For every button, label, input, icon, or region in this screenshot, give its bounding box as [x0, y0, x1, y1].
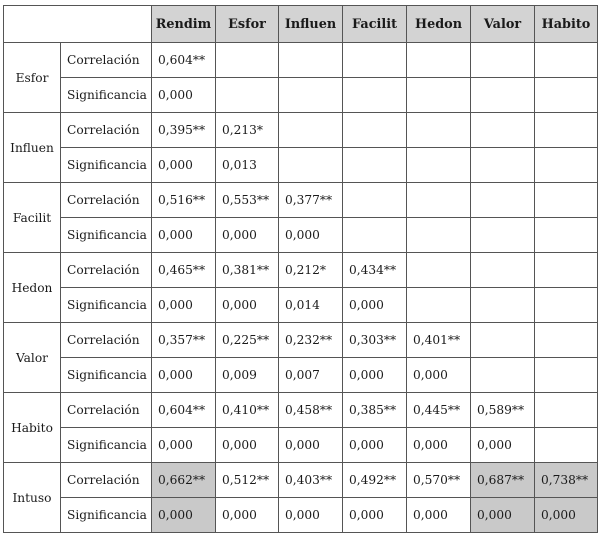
correlation-value [535, 323, 598, 358]
significance-label: Significancia [61, 428, 152, 463]
correlation-value [407, 43, 471, 78]
correlation-value: 0,516** [152, 183, 216, 218]
correlation-value: 0,225** [216, 323, 279, 358]
significance-value: 0,000 [152, 358, 216, 393]
correlation-value: 0,589** [471, 393, 535, 428]
correlation-value: 0,687** [471, 463, 535, 498]
significance-value [471, 78, 535, 113]
correlation-value: 0,401** [407, 323, 471, 358]
significance-value: 0,000 [216, 288, 279, 323]
correlation-value [471, 113, 535, 148]
significance-value: 0,009 [216, 358, 279, 393]
correlation-value: 0,512** [216, 463, 279, 498]
table-row [4, 323, 598, 358]
significance-value [471, 218, 535, 253]
column-header: Rendim [152, 6, 216, 43]
significance-value: 0,013 [216, 148, 279, 183]
significance-value: 0,000 [279, 218, 343, 253]
significance-value: 0,000 [216, 218, 279, 253]
significance-value: 0,000 [407, 498, 471, 533]
correlation-value [407, 113, 471, 148]
table-row [4, 183, 598, 218]
table-row [4, 463, 598, 498]
significance-label: Significancia [61, 148, 152, 183]
significance-value: 0,000 [152, 428, 216, 463]
significance-label: Significancia [61, 288, 152, 323]
significance-value: 0,000 [343, 428, 407, 463]
correlation-value [471, 43, 535, 78]
significance-value [343, 218, 407, 253]
table-row [4, 393, 598, 428]
variable-label: Intuso [4, 463, 61, 533]
table-row [4, 148, 598, 183]
table-row [4, 113, 598, 148]
column-header: Valor [471, 6, 535, 43]
correlation-value: 0,465** [152, 253, 216, 288]
significance-value [407, 78, 471, 113]
correlation-value [343, 113, 407, 148]
table-row [4, 428, 598, 463]
correlation-label: Correlación [61, 43, 152, 78]
correlation-value: 0,434** [343, 253, 407, 288]
column-header: Facilit [343, 6, 407, 43]
correlation-label: Correlación [61, 323, 152, 358]
correlation-value: 0,303** [343, 323, 407, 358]
significance-value: 0,000 [535, 498, 598, 533]
significance-value [407, 288, 471, 323]
significance-value [407, 218, 471, 253]
correlation-table [3, 5, 598, 533]
significance-value: 0,000 [216, 428, 279, 463]
significance-value: 0,000 [471, 498, 535, 533]
correlation-value: 0,410** [216, 393, 279, 428]
significance-value [471, 288, 535, 323]
significance-value [279, 148, 343, 183]
significance-value: 0,000 [343, 288, 407, 323]
table-body [4, 43, 598, 533]
column-header: Hedon [407, 6, 471, 43]
column-header: Esfor [216, 6, 279, 43]
variable-label: Facilit [4, 183, 61, 253]
significance-value [279, 78, 343, 113]
correlation-value [407, 183, 471, 218]
significance-value: 0,000 [407, 358, 471, 393]
correlation-label: Correlación [61, 113, 152, 148]
correlation-value: 0,213* [216, 113, 279, 148]
correlation-value: 0,570** [407, 463, 471, 498]
significance-value: 0,000 [343, 358, 407, 393]
table-row [4, 218, 598, 253]
significance-value [535, 428, 598, 463]
correlation-value [471, 323, 535, 358]
significance-label: Significancia [61, 498, 152, 533]
correlation-value [471, 253, 535, 288]
correlation-value: 0,212* [279, 253, 343, 288]
significance-value: 0,000 [152, 498, 216, 533]
significance-label: Significancia [61, 358, 152, 393]
significance-value: 0,000 [152, 148, 216, 183]
variable-label: Valor [4, 323, 61, 393]
correlation-value: 0,604** [152, 43, 216, 78]
column-header: Influen [279, 6, 343, 43]
correlation-value [471, 183, 535, 218]
significance-value: 0,007 [279, 358, 343, 393]
correlation-value: 0,377** [279, 183, 343, 218]
corner-cell [4, 6, 152, 43]
table-row [4, 288, 598, 323]
significance-value [535, 358, 598, 393]
correlation-label: Correlación [61, 463, 152, 498]
significance-value: 0,000 [407, 428, 471, 463]
table-row [4, 253, 598, 288]
correlation-value [535, 393, 598, 428]
correlation-value: 0,232** [279, 323, 343, 358]
significance-value: 0,000 [152, 78, 216, 113]
correlation-value: 0,662** [152, 463, 216, 498]
significance-value [407, 148, 471, 183]
correlation-value [535, 253, 598, 288]
significance-value: 0,000 [279, 428, 343, 463]
correlation-value [535, 113, 598, 148]
correlation-value: 0,604** [152, 393, 216, 428]
significance-value: 0,014 [279, 288, 343, 323]
header-row [4, 6, 598, 43]
table-row [4, 78, 598, 113]
correlation-value: 0,403** [279, 463, 343, 498]
significance-value [471, 148, 535, 183]
significance-value [471, 358, 535, 393]
table-row [4, 43, 598, 78]
significance-value: 0,000 [152, 218, 216, 253]
significance-label: Significancia [61, 78, 152, 113]
correlation-value: 0,381** [216, 253, 279, 288]
correlation-label: Correlación [61, 253, 152, 288]
correlation-value: 0,357** [152, 323, 216, 358]
significance-value [343, 148, 407, 183]
significance-value [216, 78, 279, 113]
significance-value [343, 78, 407, 113]
column-header: Habito [535, 6, 598, 43]
significance-value: 0,000 [216, 498, 279, 533]
correlation-value [279, 43, 343, 78]
correlation-value [279, 113, 343, 148]
correlation-value: 0,445** [407, 393, 471, 428]
significance-value [535, 288, 598, 323]
table-row [4, 498, 598, 533]
correlation-value: 0,738** [535, 463, 598, 498]
correlation-value: 0,458** [279, 393, 343, 428]
significance-value [535, 148, 598, 183]
correlation-label: Correlación [61, 183, 152, 218]
significance-value [535, 78, 598, 113]
correlation-value: 0,395** [152, 113, 216, 148]
significance-label: Significancia [61, 218, 152, 253]
correlation-value: 0,385** [343, 393, 407, 428]
correlation-value: 0,553** [216, 183, 279, 218]
variable-label: Hedon [4, 253, 61, 323]
correlation-value [535, 183, 598, 218]
correlation-value [343, 183, 407, 218]
significance-value: 0,000 [279, 498, 343, 533]
correlation-label: Correlación [61, 393, 152, 428]
significance-value: 0,000 [471, 428, 535, 463]
correlation-value: 0,492** [343, 463, 407, 498]
significance-value: 0,000 [343, 498, 407, 533]
table-row [4, 358, 598, 393]
variable-label: Habito [4, 393, 61, 463]
correlation-value [407, 253, 471, 288]
correlation-value [343, 43, 407, 78]
variable-label: Esfor [4, 43, 61, 113]
significance-value [535, 218, 598, 253]
significance-value: 0,000 [152, 288, 216, 323]
correlation-value [535, 43, 598, 78]
correlation-value [216, 43, 279, 78]
variable-label: Influen [4, 113, 61, 183]
